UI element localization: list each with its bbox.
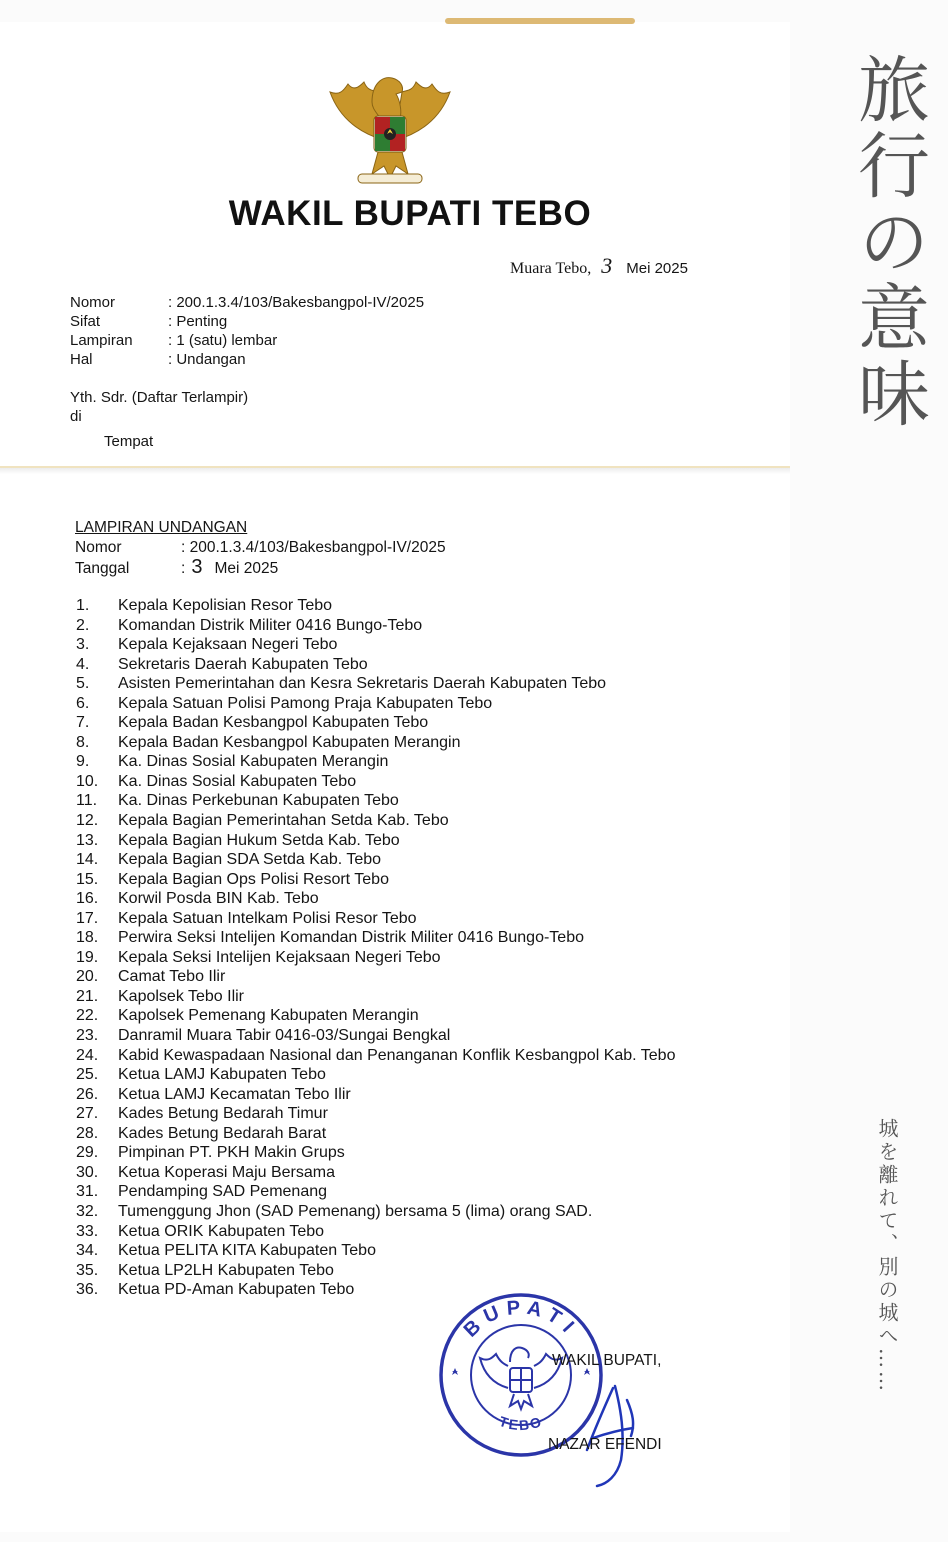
signatory-name: NAZAR EFENDI bbox=[548, 1436, 662, 1453]
recipient-number: 19. bbox=[76, 948, 99, 966]
svg-text:TEBO bbox=[497, 1413, 545, 1433]
recipient-text: Ketua Koperasi Maju Bersama bbox=[118, 1163, 335, 1181]
recipient-item bbox=[76, 1085, 766, 1105]
recipient-number: 35. bbox=[76, 1261, 99, 1279]
recipient-number: 21. bbox=[76, 987, 99, 1005]
meta-value: : Undangan bbox=[168, 351, 246, 368]
attachment-tanggal-rest: Mei 2025 bbox=[214, 559, 279, 577]
recipient-text: Kepala Bagian Ops Polisi Resort Tebo bbox=[118, 870, 389, 888]
recipient-item bbox=[76, 909, 766, 929]
recipient-text: Sekretaris Daerah Kabupaten Tebo bbox=[118, 655, 368, 673]
recipient-text: Pendamping SAD Pemenang bbox=[118, 1183, 328, 1201]
attachment-tanggal-colon: : bbox=[181, 559, 186, 577]
recipient-item bbox=[76, 1182, 766, 1202]
recipient-number: 16. bbox=[76, 890, 99, 908]
recipient-number: 18. bbox=[76, 929, 99, 947]
overlay-subtitle-vertical: 城を離れて、別の城へ…… bbox=[875, 1118, 899, 1394]
addressee-line: di bbox=[70, 408, 82, 425]
recipient-text: Kades Betung Bedarah Timur bbox=[118, 1105, 328, 1123]
recipient-text: Kabid Kewaspadaan Nasional dan Penanganan Konflik Kesbangpol Kab. Tebo bbox=[118, 1046, 676, 1064]
attachment-title: LAMPIRAN UNDANGAN bbox=[75, 519, 248, 536]
meta-label: Nomor bbox=[70, 294, 116, 311]
meta-value: : 200.1.3.4/103/Bakesbangpol-IV/2025 bbox=[168, 294, 425, 311]
recipient-item bbox=[76, 928, 766, 948]
recipient-item bbox=[76, 1280, 766, 1300]
recipient-item bbox=[76, 1163, 766, 1183]
recipient-number: 8. bbox=[76, 733, 90, 751]
recipient-item bbox=[76, 889, 766, 909]
recipient-text: Ketua LAMJ Kabupaten Tebo bbox=[118, 1066, 326, 1084]
recipient-number: 29. bbox=[76, 1144, 99, 1162]
recipient-number: 33. bbox=[76, 1222, 99, 1240]
attachment-meta bbox=[75, 538, 446, 578]
recipient-text: Ka. Dinas Sosial Kabupaten Tebo bbox=[118, 772, 357, 790]
signatory-title: WAKIL BUPATI, bbox=[552, 1352, 662, 1369]
recipient-number: 34. bbox=[76, 1242, 99, 1260]
meta-row-lampiran bbox=[70, 332, 277, 351]
recipient-item bbox=[76, 674, 766, 694]
overlay-title-vertical: 旅行の意味 bbox=[846, 52, 930, 432]
recipient-number: 20. bbox=[76, 968, 99, 986]
recipient-number: 32. bbox=[76, 1202, 99, 1220]
recipient-item bbox=[76, 1261, 766, 1281]
recipient-number: 9. bbox=[76, 753, 90, 771]
meta-label: Hal bbox=[70, 351, 93, 368]
recipient-number: 24. bbox=[76, 1046, 99, 1064]
recipient-item bbox=[76, 1065, 766, 1085]
recipient-text: Ka. Dinas Perkebunan Kabupaten Tebo bbox=[118, 792, 399, 810]
recipient-item bbox=[76, 1104, 766, 1124]
recipient-item bbox=[76, 870, 766, 890]
recipient-text: Kepala Satuan Polisi Pamong Praja Kabupaten Tebo bbox=[118, 694, 493, 712]
recipient-number: 15. bbox=[76, 870, 99, 888]
recipient-text: Kapolsek Pemenang Kabupaten Merangin bbox=[118, 1007, 419, 1025]
stamp-garuda-icon bbox=[480, 1348, 562, 1409]
recipient-number: 11. bbox=[76, 792, 98, 810]
recipient-text: Korwil Posda BIN Kab. Tebo bbox=[118, 890, 319, 908]
recipient-item bbox=[76, 655, 766, 675]
meta-row-hal bbox=[70, 351, 246, 370]
recipient-text: Ketua PD-Aman Kabupaten Tebo bbox=[118, 1281, 355, 1299]
recipient-item bbox=[76, 1046, 766, 1066]
meta-label: Lampiran bbox=[70, 332, 133, 349]
recipient-item bbox=[76, 635, 766, 655]
recipient-item bbox=[76, 831, 766, 851]
recipient-number: 12. bbox=[76, 812, 99, 830]
recipient-number: 26. bbox=[76, 1085, 99, 1103]
recipient-item bbox=[76, 1026, 766, 1046]
recipient-number: 27. bbox=[76, 1105, 99, 1123]
recipient-item bbox=[76, 811, 766, 831]
recipient-number: 14. bbox=[76, 851, 99, 869]
recipient-text: Perwira Seksi Intelijen Komandan Distrik Militer 0416 Bungo-Tebo bbox=[118, 929, 584, 947]
date-day: 3 bbox=[601, 253, 613, 278]
garuda-emblem-icon bbox=[322, 62, 458, 192]
recipient-item bbox=[76, 713, 766, 733]
handwritten-signature bbox=[575, 1380, 645, 1490]
meta-label: Sifat bbox=[70, 313, 101, 330]
recipient-text: Kepala Badan Kesbangpol Kabupaten Merangin bbox=[118, 733, 461, 751]
recipient-item bbox=[76, 987, 766, 1007]
place-date bbox=[510, 253, 688, 279]
recipient-item bbox=[76, 733, 766, 753]
recipient-item bbox=[76, 616, 766, 636]
addressee-line: Tempat bbox=[104, 433, 154, 450]
recipient-text: Komandan Distrik Militer 0416 Bungo-Tebo bbox=[118, 616, 423, 634]
recipient-number: 10. bbox=[76, 772, 99, 790]
recipient-text: Kepala Badan Kesbangpol Kabupaten Tebo bbox=[118, 714, 429, 732]
recipient-number: 25. bbox=[76, 1066, 99, 1084]
attachment-nomor-value: : 200.1.3.4/103/Bakesbangpol-IV/2025 bbox=[181, 539, 446, 556]
recipient-number: 17. bbox=[76, 909, 99, 927]
recipient-text: Pimpinan PT. PKH Makin Grups bbox=[118, 1144, 345, 1162]
attachment-nomor-label: Nomor bbox=[75, 539, 122, 556]
recipient-number: 6. bbox=[76, 694, 90, 712]
addressee-line: Yth. Sdr. (Daftar Terlampir) bbox=[70, 389, 249, 406]
recipient-number: 22. bbox=[76, 1007, 99, 1025]
recipient-text: Camat Tebo Ilir bbox=[118, 968, 226, 986]
recipient-number: 3. bbox=[76, 636, 90, 654]
recipient-text: Ketua ORIK Kabupaten Tebo bbox=[118, 1222, 325, 1240]
recipient-item bbox=[76, 596, 766, 616]
attachment-tanggal-label: Tanggal bbox=[75, 559, 130, 577]
addressee bbox=[70, 388, 248, 451]
recipient-number: 28. bbox=[76, 1124, 99, 1142]
recipient-text: Ketua PELITA KITA Kabupaten Tebo bbox=[118, 1242, 376, 1260]
recipient-item bbox=[76, 967, 766, 987]
recipient-item bbox=[76, 1124, 766, 1144]
recipient-text: Ketua LAMJ Kecamatan Tebo Ilir bbox=[118, 1085, 351, 1103]
recipient-text: Kepala Seksi Intelijen Kejaksaan Negeri Tebo bbox=[118, 948, 441, 966]
recipient-text: Kepala Satuan Intelkam Polisi Resor Tebo bbox=[118, 909, 417, 927]
place: Muara Tebo, bbox=[510, 260, 592, 277]
recipient-text: Kepala Bagian Pemerintahan Setda Kab. Tebo bbox=[118, 812, 449, 830]
recipient-number: 31. bbox=[76, 1183, 99, 1201]
recipient-text: Kepala Kepolisian Resor Tebo bbox=[118, 597, 333, 614]
meta-value: : 1 (satu) lembar bbox=[168, 332, 278, 349]
recipient-text: Kepala Bagian SDA Setda Kab. Tebo bbox=[118, 851, 382, 869]
recipient-number: 5. bbox=[76, 675, 90, 693]
recipient-number: 7. bbox=[76, 714, 90, 732]
recipient-number: 2. bbox=[76, 616, 90, 634]
meta-row-nomor bbox=[70, 294, 424, 313]
recipient-item bbox=[76, 694, 766, 714]
meta-row-sifat bbox=[70, 313, 227, 332]
recipient-list bbox=[76, 596, 766, 1300]
recipient-item bbox=[76, 791, 766, 811]
letterhead-title: WAKIL BUPATI TEBO bbox=[228, 194, 592, 233]
recipient-item bbox=[76, 1202, 766, 1222]
recipient-item bbox=[76, 850, 766, 870]
meta-value: : Penting bbox=[168, 313, 228, 330]
recipient-text: Kapolsek Tebo Ilir bbox=[118, 987, 244, 1005]
tape-strip bbox=[445, 18, 635, 24]
recipient-number: 36. bbox=[76, 1281, 99, 1299]
recipient-text: Kades Betung Bedarah Barat bbox=[118, 1124, 327, 1142]
recipient-item bbox=[76, 1222, 766, 1242]
stamp-top-text: BUPATI bbox=[459, 1296, 583, 1342]
date-month-year: Mei 2025 bbox=[626, 260, 688, 277]
recipient-item bbox=[76, 772, 766, 792]
recipient-text: Danramil Muara Tabir 0416-03/Sungai Bengkal bbox=[118, 1027, 451, 1045]
recipient-text: Tumenggung Jhon (SAD Pemenang) bersama 5 (lima) orang SAD. bbox=[118, 1202, 593, 1220]
recipient-number: 13. bbox=[76, 831, 99, 849]
recipient-text: Ka. Dinas Sosial Kabupaten Merangin bbox=[118, 753, 389, 771]
recipient-text: Ketua LP2LH Kabupaten Tebo bbox=[118, 1261, 334, 1279]
recipient-text: Kepala Kejaksaan Negeri Tebo bbox=[118, 636, 338, 654]
recipient-number: 1. bbox=[76, 597, 90, 614]
page-fold bbox=[0, 468, 790, 474]
recipient-text: Asisten Pemerintahan dan Kesra Sekretaris Daerah Kabupaten Tebo bbox=[118, 675, 607, 693]
stamp-bottom-text: TEBO bbox=[497, 1412, 545, 1434]
recipient-number: 23. bbox=[76, 1027, 99, 1045]
recipient-item bbox=[76, 752, 766, 772]
attachment-tanggal-day: 3 bbox=[191, 555, 203, 578]
recipient-text: Kepala Bagian Hukum Setda Kab. Tebo bbox=[118, 831, 400, 849]
recipient-item bbox=[76, 1241, 766, 1261]
svg-text:BUPATI bbox=[460, 1297, 583, 1342]
recipient-item bbox=[76, 1006, 766, 1026]
recipient-item bbox=[76, 1143, 766, 1163]
recipient-item bbox=[76, 948, 766, 968]
recipient-number: 30. bbox=[76, 1163, 99, 1181]
recipient-number: 4. bbox=[76, 655, 90, 673]
